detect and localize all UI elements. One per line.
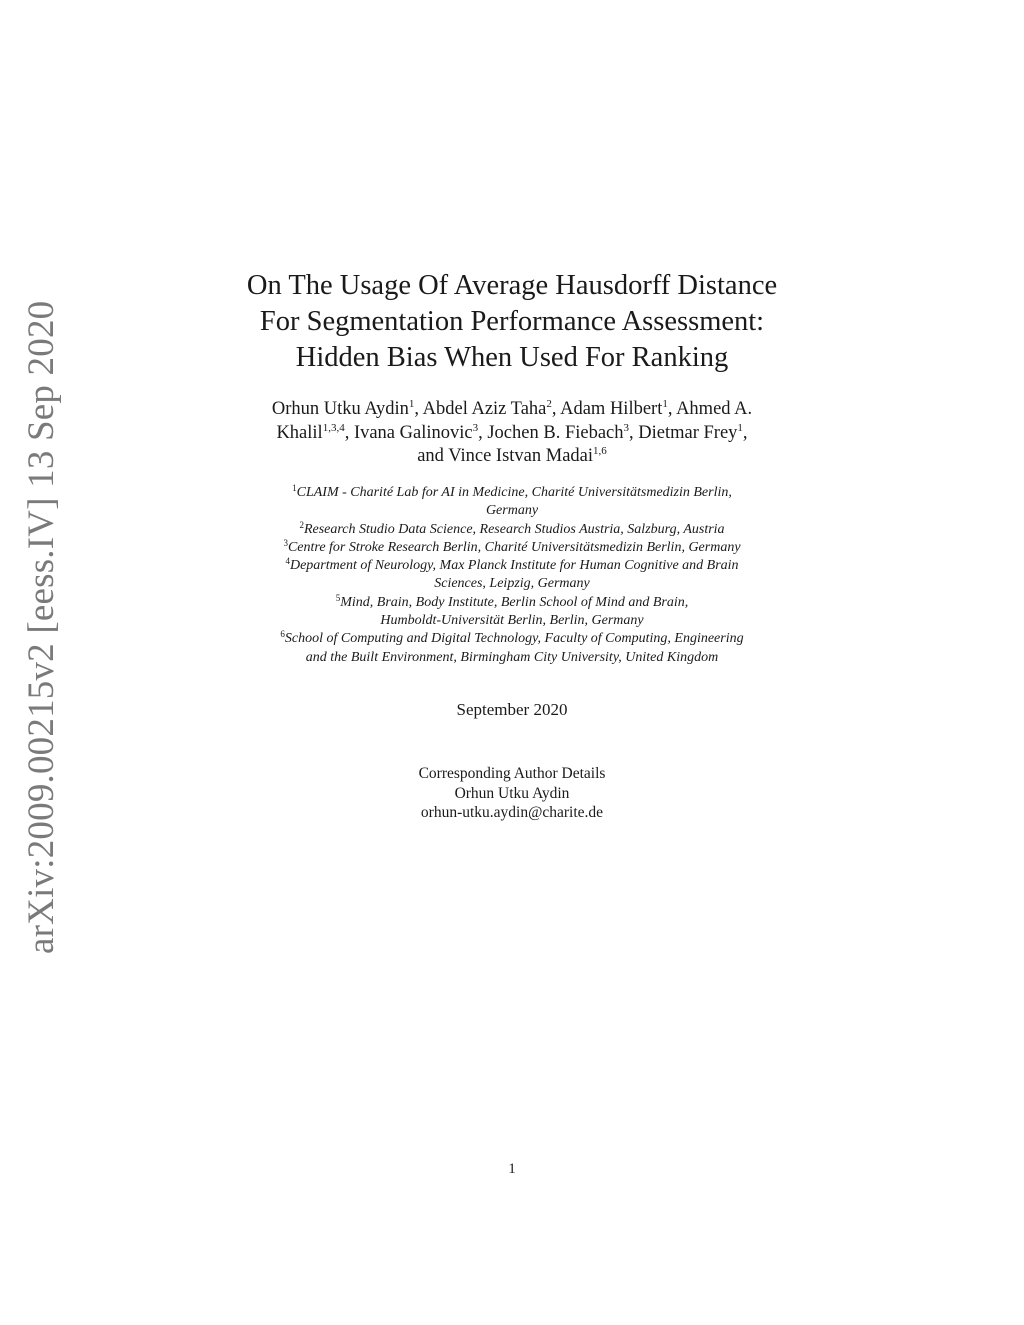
corresponding-heading: Corresponding Author Details — [418, 765, 606, 782]
author-name: , Dietmar Frey — [629, 422, 738, 443]
author-affil-mark: 1 — [737, 421, 743, 434]
publication-date: September 2020 — [456, 700, 568, 719]
author-affil-mark: 3 — [472, 421, 479, 434]
affiliation-5 — [212, 594, 812, 612]
author-name: , Adam Hilbert — [551, 399, 663, 419]
author-name: , Jochen B. Fiebach — [478, 422, 624, 443]
author-line-2 — [190, 422, 834, 446]
author-affil-mark: 1,6 — [593, 445, 607, 457]
affiliation-mark: 4 — [285, 556, 290, 567]
affiliation-mark: 6 — [280, 629, 285, 640]
affiliation-4 — [212, 557, 812, 575]
affiliation-6-cont: and the Built Environment, Birmingham City University, United Kingdom — [305, 649, 719, 665]
affiliation-text: School of Computing and Digital Technology, Faculty of Computing, Engineering — [284, 631, 744, 647]
affiliation-5-cont: Humboldt-Universität Berlin, Berlin, Germany — [380, 613, 644, 629]
author-affil-mark: 1 — [408, 398, 415, 410]
author-name: , Ivana Galinovic — [344, 422, 473, 443]
author-affil-mark: 2 — [546, 398, 552, 410]
affiliation-text: CLAIM - Charité Lab for AI in Medicine, Charité Universitätsmedizin Berlin, — [296, 485, 732, 500]
author-name: Orhun Utku Aydin — [271, 399, 409, 419]
paper-title — [200, 268, 824, 376]
affiliation-1-cont: Germany — [485, 503, 539, 519]
title-line-3: Hidden Bias When Used For Ranking — [295, 342, 729, 373]
affiliation-mark: 1 — [292, 483, 297, 493]
title-line-2: For Segmentation Performance Assessment: — [259, 306, 765, 337]
author-separator: , — [742, 422, 748, 443]
author-line-3 — [190, 445, 834, 469]
author-list — [190, 398, 834, 469]
corresponding-author — [0, 764, 1024, 823]
author-affil-mark: 3 — [623, 421, 630, 434]
affiliation-text: Department of Neurology, Max Planck Institute for Human Cognitive and Brain — [289, 558, 739, 574]
arxiv-side-stamp: arXiv:2009.00215v2 [eess.IV] 13 Sep 2020 — [21, 300, 62, 954]
affiliation-mark: 5 — [335, 592, 341, 603]
corresponding-email: orhun-utku.aydin@charite.de — [420, 804, 604, 821]
affiliation-3 — [212, 539, 812, 557]
affiliation-list — [212, 484, 812, 667]
corresponding-name: Orhun Utku Aydin — [454, 784, 570, 802]
affiliation-text: Centre for Stroke Research Berlin, Charité Universitätsmedizin Berlin, Germany — [287, 539, 741, 555]
author-affil-mark: 1,3,4 — [322, 421, 345, 434]
affiliation-1 — [212, 484, 812, 502]
author-name: and Vince Istvan Madai — [417, 446, 594, 466]
affiliation-mark: 3 — [283, 537, 288, 548]
affiliation-text: Mind, Brain, Body Institute, Berlin School of Mind and Brain, — [340, 594, 689, 610]
affiliation-text: Research Studio Data Science, Research Studios Austria, Salzburg, Austria — [303, 521, 725, 537]
author-name: Khalil — [276, 422, 323, 443]
author-line-1 — [190, 398, 834, 422]
affiliation-6 — [212, 630, 812, 648]
affiliation-2 — [212, 521, 812, 539]
affiliation-4-cont: Sciences, Leipzig, Germany — [434, 576, 590, 592]
title-line-1: On The Usage Of Average Hausdorff Distance — [246, 270, 778, 301]
page-number: 1 — [508, 1161, 516, 1177]
author-name: , Ahmed A. — [667, 399, 753, 419]
author-name: , Abdel Aziz Taha — [414, 399, 547, 419]
affiliation-mark: 2 — [299, 519, 304, 530]
author-affil-mark: 1 — [662, 398, 668, 410]
